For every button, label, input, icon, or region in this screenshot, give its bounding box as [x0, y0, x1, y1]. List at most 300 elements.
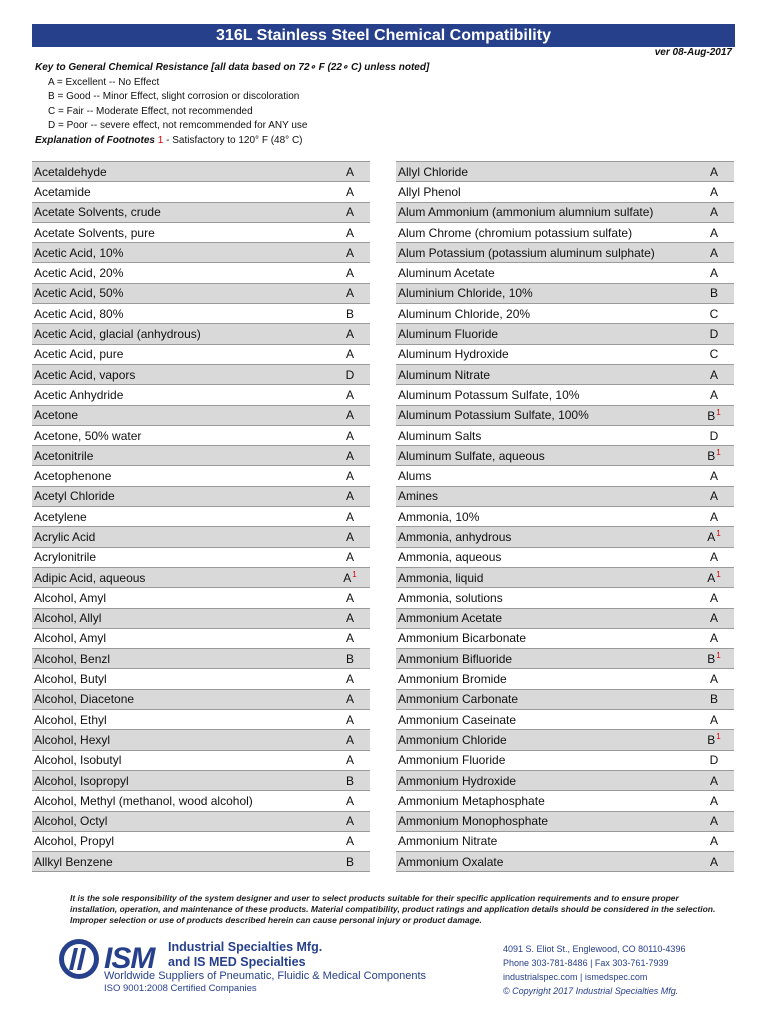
rating-value: A — [709, 854, 718, 869]
table-row — [32, 304, 370, 324]
rating-cell — [330, 692, 370, 706]
rating-cell — [330, 469, 370, 483]
chemical-name: Allyl Phenol — [398, 184, 461, 199]
key-line-d: D = Poor -- severe effect, not remcommended for ANY use — [48, 120, 308, 132]
rating-value: A — [709, 164, 718, 179]
rating-value: A — [709, 469, 718, 484]
rating-value: B — [707, 652, 716, 667]
rating-value: A — [345, 732, 354, 747]
rating-cell — [694, 347, 734, 361]
chemical-name: Acetamide — [34, 184, 91, 199]
table-row — [396, 385, 734, 405]
table-row — [396, 223, 734, 243]
rating-value: A — [345, 469, 354, 484]
chemical-name: Acetone, 50% water — [34, 428, 142, 443]
rating-value: A — [709, 611, 718, 626]
chemical-name: Ammonia, aqueous — [398, 550, 502, 565]
rating-cell — [694, 388, 734, 402]
rating-value: A — [345, 408, 354, 423]
table-row — [32, 203, 370, 223]
chemical-name: Acetic Acid, 80% — [34, 306, 124, 321]
table-row — [32, 263, 370, 283]
chemical-name: Ammonium Acetate — [398, 611, 503, 626]
chemical-name: Alcohol, Ethyl — [34, 712, 107, 727]
rating-value: A — [345, 672, 354, 687]
chemical-name: Alcohol, Allyl — [34, 611, 102, 626]
address: 4091 S. Eliot St., Englewood, CO 80110-4396 — [503, 944, 686, 954]
rating-value: A — [345, 347, 354, 362]
table-row — [32, 751, 370, 771]
rating-value: A — [345, 387, 354, 402]
rating-cell — [330, 631, 370, 645]
chemical-name: Ammonium Nitrate — [398, 834, 498, 849]
company-tagline: Worldwide Suppliers of Pneumatic, Fluidic & Medical Components — [104, 970, 426, 982]
key-line-c: C = Fair -- Moderate Effect, not recommended — [48, 105, 253, 117]
version-label: ver 08-Aug-2017 — [654, 47, 732, 58]
chemical-name: Alcohol, Isobutyl — [34, 753, 122, 768]
copyright: © Copyright 2017 Industrial Specialties Mfg. — [503, 986, 679, 996]
rating-value: B — [709, 286, 718, 301]
rating-cell — [330, 855, 370, 869]
rating-value: A — [345, 286, 354, 301]
rating-value: A — [345, 631, 354, 646]
rating-value: A — [709, 631, 718, 646]
rating-cell — [694, 205, 734, 219]
table-row — [396, 609, 734, 629]
footnote-marker: 1 — [716, 407, 721, 417]
chemical-name: Alcohol, Propyl — [34, 834, 115, 849]
company-name-2: and IS MED Specialties — [168, 955, 306, 969]
chemical-name: Alcohol, Methyl (methanol, wood alcohol) — [34, 793, 253, 808]
rating-cell — [330, 226, 370, 240]
footnote-explanation — [35, 134, 429, 149]
rating-value: A — [709, 814, 718, 829]
disclaimer: It is the sole responsibility of the system designer and user to select products suitable for their specific application requirements and to ensure proper installation, operation, and maintenance of these products. Material compatibility, product ratings and application details should be considered in the selection. Improper selection or use of products described herein can cause personal injury or product damage. — [70, 893, 716, 925]
chemical-name: Alum Potassium (potassium aluminum sulphate) — [398, 245, 655, 260]
table-row — [32, 426, 370, 446]
rating-cell — [694, 570, 734, 585]
rating-value: A — [345, 834, 354, 849]
rating-cell — [694, 529, 734, 544]
rating-cell — [694, 550, 734, 564]
table-row — [32, 649, 370, 669]
table-row — [32, 568, 370, 588]
footnote-text: - Satisfactory to 120° F (48° C) — [163, 134, 303, 146]
rating-value: A — [345, 529, 354, 544]
table-row — [32, 588, 370, 608]
table-row — [396, 203, 734, 223]
rating-cell — [694, 672, 734, 686]
table-row — [32, 406, 370, 426]
chemical-name: Aluminum Nitrate — [398, 367, 491, 382]
chemical-name: Ammonium Caseinate — [398, 712, 517, 727]
rating-cell — [694, 429, 734, 443]
rating-cell — [694, 611, 734, 625]
table-row — [32, 730, 370, 750]
rating-cell — [694, 327, 734, 341]
table-row — [396, 507, 734, 527]
rating-value: A — [709, 205, 718, 220]
rating-cell — [330, 550, 370, 564]
rating-value: A — [345, 753, 354, 768]
table-row — [396, 162, 734, 182]
chemical-name: Adipic Acid, aqueous — [34, 570, 146, 585]
rating-value: B — [345, 306, 354, 321]
chemical-name: Acetic Acid, 10% — [34, 245, 124, 260]
chemical-name: Allkyl Benzene — [34, 854, 113, 869]
table-row — [396, 182, 734, 202]
rating-value: A — [345, 428, 354, 443]
rating-cell — [694, 226, 734, 240]
table-row — [396, 751, 734, 771]
table-row — [396, 690, 734, 710]
table-row — [396, 771, 734, 791]
chemical-name: Aluminum Hydroxide — [398, 347, 509, 362]
rating-cell — [694, 368, 734, 382]
rating-value: A — [707, 571, 716, 586]
table-row — [396, 263, 734, 283]
rating-cell — [330, 388, 370, 402]
rating-cell — [694, 266, 734, 280]
chemical-name: Ammonia, liquid — [398, 570, 484, 585]
table-row — [32, 548, 370, 568]
rating-value: A — [345, 611, 354, 626]
chemical-name: Ammonia, 10% — [398, 509, 480, 524]
table-row — [32, 832, 370, 852]
table-row — [396, 649, 734, 669]
rating-cell — [694, 834, 734, 848]
rating-value: A — [709, 834, 718, 849]
phone-fax: Phone 303-781-8486 | Fax 303-761-7939 — [503, 958, 669, 968]
table-row — [32, 609, 370, 629]
chemical-name: Ammonium Hydroxide — [398, 773, 517, 788]
rating-cell — [694, 307, 734, 321]
rating-value: A — [345, 509, 354, 524]
chemical-name: Aluminum Sulfate, aqueous — [398, 448, 545, 463]
footnote-label: Explanation of Footnotes — [35, 134, 155, 146]
table-row — [396, 406, 734, 426]
chemical-name: Alcohol, Diacetone — [34, 692, 135, 707]
rating-value: A — [345, 448, 354, 463]
chemical-name: Ammonium Bifluoride — [398, 651, 513, 666]
rating-cell — [330, 489, 370, 503]
table-row — [396, 791, 734, 811]
rating-value: A — [709, 225, 718, 240]
rating-value: A — [345, 814, 354, 829]
table-row — [32, 365, 370, 385]
rating-cell — [694, 165, 734, 179]
rating-cell — [694, 814, 734, 828]
table-row — [32, 324, 370, 344]
rating-cell — [330, 449, 370, 463]
rating-cell — [330, 429, 370, 443]
footnote-marker: 1 — [716, 651, 721, 661]
table-row — [32, 669, 370, 689]
table-row — [32, 345, 370, 365]
table-row — [396, 304, 734, 324]
rating-value: A — [709, 245, 718, 260]
chemical-name: Alum Chrome (chromium potassium sulfate) — [398, 225, 633, 240]
rating-cell — [694, 753, 734, 767]
rating-value: A — [343, 571, 352, 586]
table-row — [396, 446, 734, 466]
table-row — [32, 182, 370, 202]
rating-cell — [330, 266, 370, 280]
rating-value: A — [345, 712, 354, 727]
table-row — [32, 284, 370, 304]
chemical-name: Aluminum Chloride, 20% — [398, 306, 531, 321]
footnote-marker: 1 — [352, 570, 357, 580]
rating-cell — [330, 368, 370, 382]
chemical-name: Alcohol, Benzl — [34, 651, 111, 666]
rating-value: A — [345, 266, 354, 281]
rating-cell — [694, 286, 734, 300]
logo-text: ISM — [104, 942, 155, 975]
chemical-name: Acetophenone — [34, 469, 112, 484]
rating-value: D — [709, 327, 719, 342]
rating-cell — [330, 570, 370, 585]
rating-cell — [694, 246, 734, 260]
table-row — [32, 771, 370, 791]
chemical-name: Acetic Acid, vapors — [34, 367, 136, 382]
footnote-number: 1 — [157, 134, 164, 146]
table-row — [396, 284, 734, 304]
table-row — [32, 223, 370, 243]
table-row — [32, 791, 370, 811]
key-line-b: B = Good -- Minor Effect, slight corrosion or discoloration — [48, 91, 300, 103]
websites[interactable]: industrialspec.com | ismedspec.com — [503, 972, 648, 982]
table-row — [396, 548, 734, 568]
chemical-name: Alums — [398, 469, 432, 484]
table-row — [396, 568, 734, 588]
table-row — [396, 345, 734, 365]
rating-cell — [694, 469, 734, 483]
rating-cell — [330, 205, 370, 219]
chemical-name: Acetic Anhydride — [34, 387, 124, 402]
table-row — [32, 487, 370, 507]
chemical-name: Acetonitrile — [34, 448, 94, 463]
rating-cell — [694, 631, 734, 645]
rating-value: A — [345, 205, 354, 220]
rating-value: A — [345, 327, 354, 342]
rating-cell — [330, 307, 370, 321]
chemical-name: Aluminum Potassum Sulfate, 10% — [398, 387, 580, 402]
key-title: Key to General Chemical Resistance [all data based on 72∘ F (22∘ C) unless noted] — [35, 62, 430, 73]
rating-value: A — [345, 164, 354, 179]
rating-value: A — [345, 550, 354, 565]
rating-cell — [694, 185, 734, 199]
rating-cell — [694, 591, 734, 605]
chemical-name: Alcohol, Octyl — [34, 814, 108, 829]
chemical-name: Alcohol, Hexyl — [34, 732, 111, 747]
rating-value: D — [709, 753, 719, 768]
table-row — [32, 466, 370, 486]
table-row — [396, 588, 734, 608]
table-row — [32, 243, 370, 263]
rating-cell — [330, 591, 370, 605]
rating-value: A — [345, 793, 354, 808]
chemical-name: Ammonium Metaphosphate — [398, 793, 545, 808]
compatibility-table-right — [396, 161, 734, 872]
rating-cell — [694, 794, 734, 808]
rating-value: C — [709, 347, 719, 362]
chemical-name: Ammonium Fluoride — [398, 753, 506, 768]
rating-value: A — [709, 387, 718, 402]
chemical-name: Ammonia, solutions — [398, 590, 503, 605]
rating-cell — [694, 408, 734, 423]
table-row — [396, 710, 734, 730]
chemical-name: Allyl Chloride — [398, 164, 469, 179]
company-name: Industrial Specialties Mfg. — [168, 940, 323, 954]
chemical-name: Aluminum Salts — [398, 428, 482, 443]
table-row — [396, 466, 734, 486]
resistance-key — [35, 61, 429, 149]
rating-value: B — [345, 773, 354, 788]
iso-certification: ISO 9001:2008 Certified Companies — [104, 983, 257, 994]
chemical-name: Alcohol, Butyl — [34, 672, 107, 687]
rating-cell — [694, 510, 734, 524]
chemical-name: Alum Ammonium (ammonium alumnium sulfate) — [398, 205, 654, 220]
rating-cell — [330, 794, 370, 808]
table-row — [396, 852, 734, 872]
rating-value: B — [707, 733, 716, 748]
table-row — [396, 527, 734, 547]
rating-cell — [330, 834, 370, 848]
table-row — [32, 507, 370, 527]
rating-cell — [330, 408, 370, 422]
rating-value: A — [345, 184, 354, 199]
rating-value: A — [709, 672, 718, 687]
rating-cell — [694, 732, 734, 747]
rating-value: A — [709, 367, 718, 382]
rating-value: A — [709, 266, 718, 281]
table-row — [396, 487, 734, 507]
rating-cell — [330, 165, 370, 179]
table-row — [396, 669, 734, 689]
table-row — [396, 243, 734, 263]
rating-cell — [330, 185, 370, 199]
table-row — [32, 527, 370, 547]
rating-value: A — [709, 509, 718, 524]
chemical-name: Alcohol, Isopropyl — [34, 773, 129, 788]
chemical-name: Aluminium Chloride, 10% — [398, 286, 533, 301]
chemical-name: Alcohol, Amyl — [34, 631, 107, 646]
rating-value: D — [345, 367, 355, 382]
chemical-name: Acetate Solvents, pure — [34, 225, 155, 240]
rating-value: A — [709, 184, 718, 199]
rating-cell — [330, 672, 370, 686]
chemical-name: Ammonium Monophosphate — [398, 814, 549, 829]
ism-logo-icon — [58, 938, 100, 980]
footnote-marker: 1 — [716, 570, 721, 580]
rating-cell — [694, 448, 734, 463]
rating-cell — [694, 651, 734, 666]
chemical-name: Acetic Acid, glacial (anhydrous) — [34, 327, 201, 342]
chemical-name: Aluminum Potassium Sulfate, 100% — [398, 408, 589, 423]
rating-cell — [330, 510, 370, 524]
rating-value: A — [709, 773, 718, 788]
rating-value: A — [709, 489, 718, 504]
rating-cell — [330, 733, 370, 747]
contact-block — [503, 942, 685, 998]
rating-cell — [330, 611, 370, 625]
compatibility-table-left — [32, 161, 370, 872]
rating-cell — [330, 530, 370, 544]
table-row — [32, 162, 370, 182]
chemical-name: Ammonium Bromide — [398, 672, 507, 687]
rating-cell — [330, 774, 370, 788]
table-row — [32, 446, 370, 466]
table-row — [396, 365, 734, 385]
chemical-name: Aluminum Fluoride — [398, 327, 499, 342]
table-row — [32, 812, 370, 832]
footnote-marker: 1 — [716, 529, 721, 539]
rating-value: A — [709, 712, 718, 727]
rating-value: B — [707, 449, 716, 464]
table-row — [32, 385, 370, 405]
rating-cell — [694, 489, 734, 503]
rating-cell — [330, 347, 370, 361]
table-row — [32, 690, 370, 710]
rating-value: D — [709, 428, 719, 443]
rating-value: B — [345, 651, 354, 666]
rating-value: A — [707, 530, 716, 545]
chemical-name: Alcohol, Amyl — [34, 590, 107, 605]
chemical-name: Ammonium Bicarbonate — [398, 631, 527, 646]
chemical-name: Acetyl Chloride — [34, 489, 115, 504]
chemical-name: Ammonia, anhydrous — [398, 529, 512, 544]
rating-value: A — [709, 590, 718, 605]
chemical-name: Acetone — [34, 408, 79, 423]
table-row — [396, 426, 734, 446]
table-row — [32, 710, 370, 730]
chemical-name: Ammonium Chloride — [398, 732, 507, 747]
rating-value: B — [345, 854, 354, 869]
rating-cell — [330, 713, 370, 727]
table-row — [396, 324, 734, 344]
rating-value: A — [345, 692, 354, 707]
table-row — [32, 629, 370, 649]
table-row — [32, 852, 370, 872]
rating-value: B — [707, 408, 716, 423]
rating-value: A — [345, 225, 354, 240]
table-row — [396, 832, 734, 852]
chemical-name: Acetylene — [34, 509, 87, 524]
rating-cell — [330, 286, 370, 300]
rating-value: B — [709, 692, 718, 707]
rating-cell — [694, 774, 734, 788]
chemical-name: Aluminum Acetate — [398, 266, 495, 281]
chemical-name: Acetic Acid, 20% — [34, 266, 124, 281]
rating-cell — [330, 814, 370, 828]
rating-cell — [330, 327, 370, 341]
rating-value: A — [709, 793, 718, 808]
rating-cell — [330, 246, 370, 260]
table-row — [396, 629, 734, 649]
chemical-name: Amines — [398, 489, 439, 504]
key-line-a: A = Excellent -- No Effect — [48, 76, 160, 88]
footnote-marker: 1 — [716, 732, 721, 742]
rating-cell — [694, 855, 734, 869]
chemical-name: Acetic Acid, pure — [34, 347, 124, 362]
rating-cell — [330, 753, 370, 767]
rating-cell — [694, 692, 734, 706]
rating-cell — [694, 713, 734, 727]
chemical-name: Acetate Solvents, crude — [34, 205, 161, 220]
rating-value: A — [345, 245, 354, 260]
chemical-name: Acrylonitrile — [34, 550, 97, 565]
page-title: 316L Stainless Steel Chemical Compatibility — [32, 24, 735, 47]
